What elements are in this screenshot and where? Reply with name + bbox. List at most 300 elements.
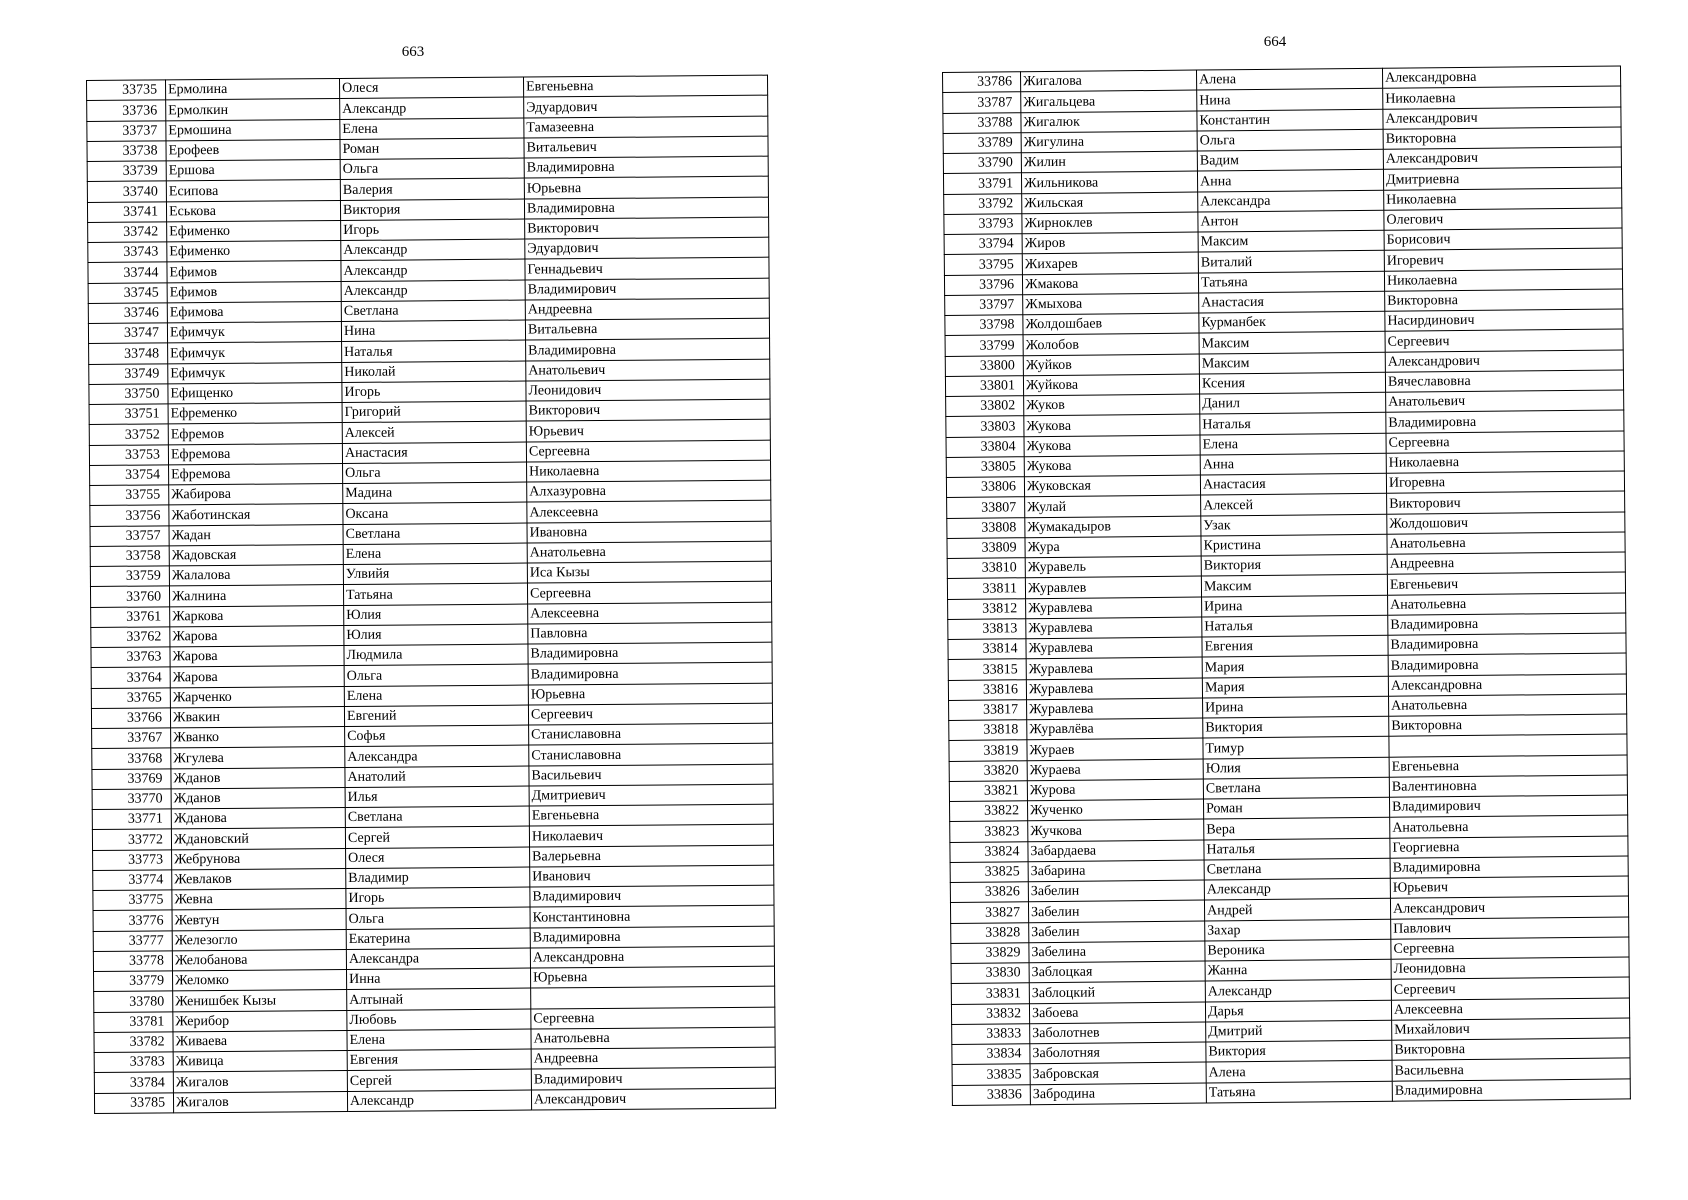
patronymic-cell: Евгеньевич	[1387, 572, 1625, 595]
num-cell: 33799	[945, 335, 1023, 356]
patronymic-cell: Александрович	[1385, 349, 1623, 372]
surname-cell: Жерибор	[173, 1010, 347, 1032]
register-table-left	[86, 75, 776, 1114]
num-cell: 33735	[87, 80, 166, 101]
num-cell: 33792	[944, 193, 1022, 214]
num-cell: 33820	[949, 760, 1027, 781]
first-name-cell: Елена	[1200, 433, 1386, 455]
patronymic-cell: Александровна	[1388, 673, 1626, 696]
surname-cell: Журавель	[1025, 556, 1201, 578]
patronymic-cell: Владимировна	[524, 156, 768, 178]
patronymic-cell: Николаевна	[527, 460, 771, 482]
first-name-cell: Наталья	[1204, 838, 1390, 860]
patronymic-cell: Владимировна	[530, 926, 774, 948]
patronymic-cell: Дмитриевич	[529, 784, 773, 806]
num-cell: 33796	[944, 274, 1022, 295]
surname-cell: Жуковская	[1024, 475, 1200, 497]
patronymic-cell: Викторовна	[1389, 714, 1627, 737]
page-number-right: 664	[1263, 34, 1287, 50]
num-cell: 33824	[950, 841, 1028, 862]
surname-cell: Ермошина	[166, 119, 340, 141]
first-name-cell: Николай	[342, 361, 526, 383]
first-name-cell: Анастасия	[342, 442, 526, 464]
num-cell: 33818	[949, 720, 1027, 741]
first-name-cell: Улвийя	[343, 563, 527, 585]
patronymic-cell: Владимировна	[1386, 410, 1624, 433]
patronymic-cell: Владимировна	[1388, 613, 1626, 636]
first-name-cell: Дарья	[1205, 1000, 1391, 1022]
first-name-cell: Елена	[340, 118, 524, 140]
surname-cell: Забродина	[1030, 1083, 1206, 1105]
surname-cell: Ерофеев	[166, 139, 340, 161]
num-cell: 33761	[91, 606, 170, 627]
patronymic-cell: Юрьевна	[524, 176, 768, 198]
first-name-cell: Анна	[1200, 453, 1386, 475]
num-cell: 33806	[946, 477, 1024, 498]
patronymic-cell: Анатольевна	[1390, 815, 1628, 838]
surname-cell: Жильникова	[1021, 171, 1197, 193]
surname-cell: Жарова	[170, 645, 344, 667]
first-name-cell: Игорь	[341, 219, 525, 241]
num-cell: 33762	[91, 627, 170, 648]
first-name-cell: Светлана	[1203, 777, 1389, 799]
num-cell: 33741	[87, 201, 166, 222]
surname-cell: Забелина	[1029, 941, 1205, 963]
num-cell: 33826	[950, 882, 1028, 903]
first-name-cell: Ксения	[1199, 372, 1385, 394]
first-name-cell: Виктория	[1203, 716, 1389, 738]
surname-cell: Жураев	[1027, 738, 1203, 760]
surname-cell: Жолдошбаев	[1023, 313, 1199, 335]
num-cell: 33793	[944, 213, 1022, 234]
surname-cell: Жигальцева	[1021, 90, 1197, 112]
surname-cell: Жукова	[1024, 455, 1200, 477]
patronymic-cell: Сергеевна	[1386, 430, 1624, 453]
first-name-cell: Светлана	[341, 300, 525, 322]
num-cell: 33758	[90, 546, 169, 567]
surname-cell: Забровская	[1030, 1062, 1206, 1084]
surname-cell: Жевтун	[172, 909, 346, 931]
num-cell: 33827	[950, 902, 1028, 923]
first-name-cell: Нина	[1197, 89, 1383, 111]
first-name-cell: Елена	[347, 1029, 531, 1051]
patronymic-cell	[1389, 734, 1627, 757]
first-name-cell: Юлия	[344, 604, 528, 626]
patronymic-cell: Станиславовна	[529, 723, 773, 745]
num-cell: 33781	[94, 1011, 173, 1032]
surname-cell: Ефремова	[168, 443, 342, 465]
num-cell: 33819	[949, 740, 1027, 761]
patronymic-cell: Иванович	[530, 865, 774, 887]
num-cell: 33745	[88, 282, 167, 303]
first-name-cell: Дмитрий	[1206, 1020, 1392, 1042]
surname-cell: Жихарев	[1022, 252, 1198, 274]
patronymic-cell: Владимировна	[524, 197, 768, 219]
patronymic-cell: Алексеевна	[527, 500, 771, 522]
surname-cell: Жигалова	[1021, 70, 1197, 92]
patronymic-cell: Николаевич	[529, 824, 773, 846]
patronymic-cell: Сергеевич	[1385, 329, 1623, 352]
first-name-cell: Александр	[1204, 878, 1390, 900]
first-name-cell: Светлана	[343, 523, 527, 545]
first-name-cell: Вероника	[1205, 939, 1391, 961]
first-name-cell: Александр	[347, 1090, 531, 1112]
patronymic-cell: Эдуардович	[525, 237, 769, 259]
surname-cell: Живаева	[173, 1030, 347, 1052]
patronymic-cell: Александрович	[1383, 147, 1621, 170]
first-name-cell: Сергей	[345, 826, 529, 848]
surname-cell: Ефимчук	[167, 322, 341, 344]
num-cell: 33823	[950, 821, 1028, 842]
surname-cell: Ефременко	[168, 402, 342, 424]
right-page	[942, 65, 1630, 1105]
num-cell: 33775	[93, 890, 172, 911]
num-cell: 33800	[945, 355, 1023, 376]
num-cell: 33803	[946, 416, 1024, 437]
first-name-cell: Александра	[345, 745, 529, 767]
first-name-cell: Кристина	[1201, 534, 1387, 556]
surname-cell: Жукова	[1024, 435, 1200, 457]
surname-cell: Ефремова	[169, 463, 343, 485]
patronymic-cell: Леонидович	[526, 379, 770, 401]
surname-cell: Жулай	[1025, 495, 1201, 517]
patronymic-cell: Александрович	[531, 1088, 775, 1110]
patronymic-cell: Васильевич	[529, 764, 773, 786]
patronymic-cell: Иса Кызы	[527, 561, 771, 583]
patronymic-cell: Игоревна	[1386, 471, 1624, 494]
num-cell: 33834	[952, 1044, 1030, 1065]
num-cell: 33743	[88, 242, 167, 263]
patronymic-cell: Владимировна	[1390, 856, 1628, 879]
surname-cell: Жадовская	[169, 544, 343, 566]
first-name-cell: Наталья	[342, 340, 526, 362]
first-name-cell: Тимур	[1203, 736, 1389, 758]
surname-cell: Жолобов	[1023, 333, 1199, 355]
surname-cell: Жиров	[1022, 232, 1198, 254]
surname-cell: Жадан	[169, 524, 343, 546]
first-name-cell: Виктория	[340, 199, 524, 221]
surname-cell: Жильская	[1022, 192, 1198, 214]
num-cell: 33780	[94, 991, 173, 1012]
surname-cell: Жвакин	[170, 706, 344, 728]
num-cell: 33760	[90, 586, 169, 607]
surname-cell: Жмыхова	[1023, 293, 1199, 315]
first-name-cell: Анна	[1197, 170, 1383, 192]
first-name-cell: Максим	[1199, 332, 1385, 354]
first-name-cell: Вадим	[1197, 149, 1383, 171]
num-cell: 33831	[951, 983, 1029, 1004]
num-cell: 33753	[89, 444, 168, 465]
surname-cell: Заболотняя	[1030, 1042, 1206, 1064]
first-name-cell: Александра	[346, 948, 530, 970]
first-name-cell: Алексей	[1201, 494, 1387, 516]
surname-cell: Журова	[1027, 779, 1203, 801]
patronymic-cell: Валерьевна	[530, 845, 774, 867]
first-name-cell: Ольга	[344, 664, 528, 686]
patronymic-cell: Николаевна	[1384, 187, 1622, 210]
surname-cell: Жданов	[171, 787, 345, 809]
surname-cell: Журавлёва	[1027, 718, 1203, 740]
surname-cell: Ефимчук	[168, 362, 342, 384]
num-cell: 33786	[943, 72, 1021, 93]
surname-cell: Журавлева	[1026, 678, 1202, 700]
surname-cell: Живица	[173, 1050, 347, 1072]
surname-cell: Жуков	[1024, 394, 1200, 416]
patronymic-cell: Владимирович	[531, 1067, 775, 1089]
first-name-cell: Владимир	[346, 867, 530, 889]
surname-cell: Журавлева	[1026, 637, 1202, 659]
num-cell: 33771	[92, 809, 171, 830]
num-cell: 33798	[945, 315, 1023, 336]
num-cell: 33814	[948, 639, 1026, 660]
first-name-cell: Роман	[1203, 797, 1389, 819]
patronymic-cell: Алхазуровна	[527, 480, 771, 502]
num-cell: 33785	[94, 1092, 173, 1113]
num-cell: 33836	[952, 1084, 1030, 1105]
num-cell: 33784	[94, 1072, 173, 1093]
first-name-cell: Мадина	[343, 482, 527, 504]
first-name-cell: Максим	[1199, 352, 1385, 374]
num-cell: 33769	[92, 768, 171, 789]
patronymic-cell: Сергеевич	[528, 703, 772, 725]
surname-cell: Жураева	[1027, 759, 1203, 781]
surname-cell: Жгулева	[171, 747, 345, 769]
first-name-cell: Жанна	[1205, 959, 1391, 981]
num-cell: 33794	[944, 234, 1022, 255]
first-name-cell: Захар	[1205, 919, 1391, 941]
first-name-cell: Елена	[344, 685, 528, 707]
surname-cell: Жевна	[172, 888, 346, 910]
first-name-cell: Анатолий	[345, 766, 529, 788]
num-cell: 33810	[947, 558, 1025, 579]
num-cell: 33773	[93, 849, 172, 870]
first-name-cell: Данил	[1200, 392, 1386, 414]
patronymic-cell: Сергеевич	[1391, 977, 1629, 1000]
surname-cell: Жабирова	[169, 483, 343, 505]
first-name-cell: Анастасия	[1199, 291, 1385, 313]
num-cell: 33830	[951, 963, 1029, 984]
surname-cell: Еськова	[166, 200, 340, 222]
surname-cell: Желобанова	[172, 949, 346, 971]
num-cell: 33774	[93, 870, 172, 891]
patronymic-cell: Викторович	[525, 217, 769, 239]
surname-cell: Жигалюк	[1021, 111, 1197, 133]
num-cell: 33782	[94, 1032, 173, 1053]
num-cell: 33764	[91, 667, 170, 688]
patronymic-cell: Алексеевна	[528, 602, 772, 624]
first-name-cell: Олеся	[346, 847, 530, 869]
num-cell: 33797	[945, 294, 1023, 315]
surname-cell: Жванко	[171, 726, 345, 748]
num-cell: 33801	[945, 375, 1023, 396]
num-cell: 33813	[948, 618, 1026, 639]
patronymic-cell: Васильевна	[1392, 1058, 1630, 1081]
surname-cell: Ермолкин	[166, 99, 340, 121]
patronymic-cell: Владимирович	[530, 885, 774, 907]
patronymic-cell: Анатольевна	[1388, 592, 1626, 615]
num-cell: 33791	[943, 173, 1021, 194]
page-number-left: 663	[401, 44, 425, 60]
patronymic-cell: Викторович	[1387, 491, 1625, 514]
first-name-cell: Алтынай	[347, 988, 531, 1010]
num-cell: 33832	[951, 1003, 1029, 1024]
first-name-cell: Екатерина	[346, 928, 530, 950]
patronymic-cell: Юрьевна	[530, 966, 774, 988]
first-name-cell: Светлана	[1204, 858, 1390, 880]
first-name-cell: Григорий	[342, 401, 526, 423]
num-cell: 33744	[88, 262, 167, 283]
num-cell: 33767	[92, 728, 171, 749]
first-name-cell: Александр	[341, 239, 525, 261]
num-cell: 33816	[948, 679, 1026, 700]
num-cell: 33770	[92, 789, 171, 810]
num-cell: 33777	[93, 930, 172, 951]
first-name-cell: Виктория	[1206, 1040, 1392, 1062]
first-name-cell: Юлия	[1203, 757, 1389, 779]
num-cell: 33772	[92, 829, 171, 850]
surname-cell: Ефимов	[167, 261, 341, 283]
num-cell: 33802	[946, 396, 1024, 417]
patronymic-cell: Анатольевич	[1386, 390, 1624, 413]
patronymic-cell: Евгеньевна	[529, 804, 773, 826]
surname-cell: Ефимова	[167, 301, 341, 323]
patronymic-cell: Анатольевна	[527, 541, 771, 563]
num-cell: 33738	[87, 141, 166, 162]
num-cell: 33807	[947, 497, 1025, 518]
num-cell: 33779	[94, 971, 173, 992]
first-name-cell: Олеся	[339, 77, 523, 99]
patronymic-cell: Анатольевна	[531, 1027, 775, 1049]
num-cell: 33751	[89, 404, 168, 425]
first-name-cell: Любовь	[347, 1009, 531, 1031]
patronymic-cell: Олегович	[1384, 208, 1622, 231]
patronymic-cell: Дмитриевна	[1383, 167, 1621, 190]
num-cell: 33787	[943, 92, 1021, 113]
surname-cell: Жигалов	[173, 1071, 347, 1093]
surname-cell: Забелин	[1028, 900, 1204, 922]
patronymic-cell: Николаевна	[1383, 86, 1621, 109]
surname-cell: Забоева	[1029, 1002, 1205, 1024]
num-cell: 33756	[90, 505, 169, 526]
surname-cell: Забардаева	[1028, 840, 1204, 862]
num-cell: 33748	[89, 343, 168, 364]
first-name-cell: Евгения	[1202, 635, 1388, 657]
patronymic-cell: Владимировна	[528, 662, 772, 684]
first-name-cell: Андрей	[1204, 898, 1390, 920]
first-name-cell: Виктория	[1201, 554, 1387, 576]
surname-cell: Журавлева	[1026, 657, 1202, 679]
num-cell: 33833	[952, 1023, 1030, 1044]
patronymic-cell: Юрьевич	[526, 419, 770, 441]
patronymic-cell: Александрович	[1390, 896, 1628, 919]
surname-cell: Жуйков	[1023, 354, 1199, 376]
first-name-cell: Наталья	[1202, 615, 1388, 637]
surname-cell: Жилин	[1021, 151, 1197, 173]
num-cell: 33821	[949, 780, 1027, 801]
first-name-cell: Максим	[1198, 230, 1384, 252]
surname-cell: Ефимов	[167, 281, 341, 303]
patronymic-cell: Насирдинович	[1385, 309, 1623, 332]
patronymic-cell: Андреевна	[1387, 552, 1625, 575]
patronymic-cell: Сергеевна	[1391, 937, 1629, 960]
first-name-cell: Юлия	[344, 624, 528, 646]
first-name-cell: Константин	[1197, 109, 1383, 131]
patronymic-cell: Николаевна	[1384, 268, 1622, 291]
surname-cell: Ермолина	[166, 79, 340, 101]
patronymic-cell: Константиновна	[530, 905, 774, 927]
first-name-cell: Александра	[1198, 190, 1384, 212]
surname-cell: Жигулина	[1021, 131, 1197, 153]
first-name-cell: Роман	[340, 138, 524, 160]
patronymic-cell: Владимирович	[525, 278, 769, 300]
surname-cell: Жирноклев	[1022, 212, 1198, 234]
num-cell: 33795	[944, 254, 1022, 275]
patronymic-cell: Вячеславовна	[1385, 370, 1623, 393]
patronymic-cell: Андреевна	[525, 298, 769, 320]
first-name-cell: Курманбек	[1199, 311, 1385, 333]
surname-cell: Железогло	[172, 929, 346, 951]
patronymic-cell: Викторович	[526, 399, 770, 421]
patronymic-cell	[531, 986, 775, 1008]
num-cell: 33768	[92, 748, 171, 769]
num-cell: 33747	[88, 323, 167, 344]
patronymic-cell: Ивановна	[527, 521, 771, 543]
num-cell: 33752	[89, 424, 168, 445]
surname-cell: Ждановский	[171, 828, 345, 850]
first-name-cell: Евгений	[344, 705, 528, 727]
surname-cell: Жукова	[1024, 414, 1200, 436]
patronymic-cell: Александрович	[1383, 106, 1621, 129]
surname-cell: Жучкова	[1028, 819, 1204, 841]
patronymic-cell: Андреевна	[531, 1047, 775, 1069]
patronymic-cell: Викторовна	[1392, 1038, 1630, 1061]
num-cell: 33754	[90, 465, 169, 486]
num-cell: 33817	[949, 699, 1027, 720]
surname-cell: Жумакадыров	[1025, 516, 1201, 538]
num-cell: 33755	[90, 485, 169, 506]
surname-cell: Жмакова	[1022, 273, 1198, 295]
surname-cell: Жданова	[171, 807, 345, 829]
first-name-cell: Анастасия	[1200, 473, 1386, 495]
patronymic-cell: Витальевич	[524, 136, 768, 158]
first-name-cell: Ольга	[343, 462, 527, 484]
patronymic-cell: Павловна	[528, 622, 772, 644]
num-cell: 33809	[947, 537, 1025, 558]
first-name-cell: Сергей	[347, 1069, 531, 1091]
num-cell: 33825	[950, 861, 1028, 882]
num-cell: 33750	[89, 384, 168, 405]
first-name-cell: Оксана	[343, 502, 527, 524]
patronymic-cell: Леонидовна	[1391, 957, 1629, 980]
surname-cell: Желомко	[172, 969, 346, 991]
num-cell: 33749	[89, 363, 168, 384]
surname-cell: Журавлева	[1026, 597, 1202, 619]
patronymic-cell: Владимировна	[528, 642, 772, 664]
surname-cell: Женишбек Кызы	[173, 990, 347, 1012]
first-name-cell: Ирина	[1203, 696, 1389, 718]
num-cell: 33776	[93, 910, 172, 931]
num-cell: 33815	[948, 659, 1026, 680]
first-name-cell: Елена	[343, 543, 527, 565]
patronymic-cell: Михайлович	[1392, 1018, 1630, 1041]
left-page	[86, 75, 775, 1114]
first-name-cell: Игорь	[342, 381, 526, 403]
surname-cell: Заблоцкий	[1029, 981, 1205, 1003]
surname-cell: Журавлев	[1025, 576, 1201, 598]
num-cell: 33822	[950, 801, 1028, 822]
surname-cell: Ершова	[166, 160, 340, 182]
surname-cell: Заболотнев	[1030, 1022, 1206, 1044]
